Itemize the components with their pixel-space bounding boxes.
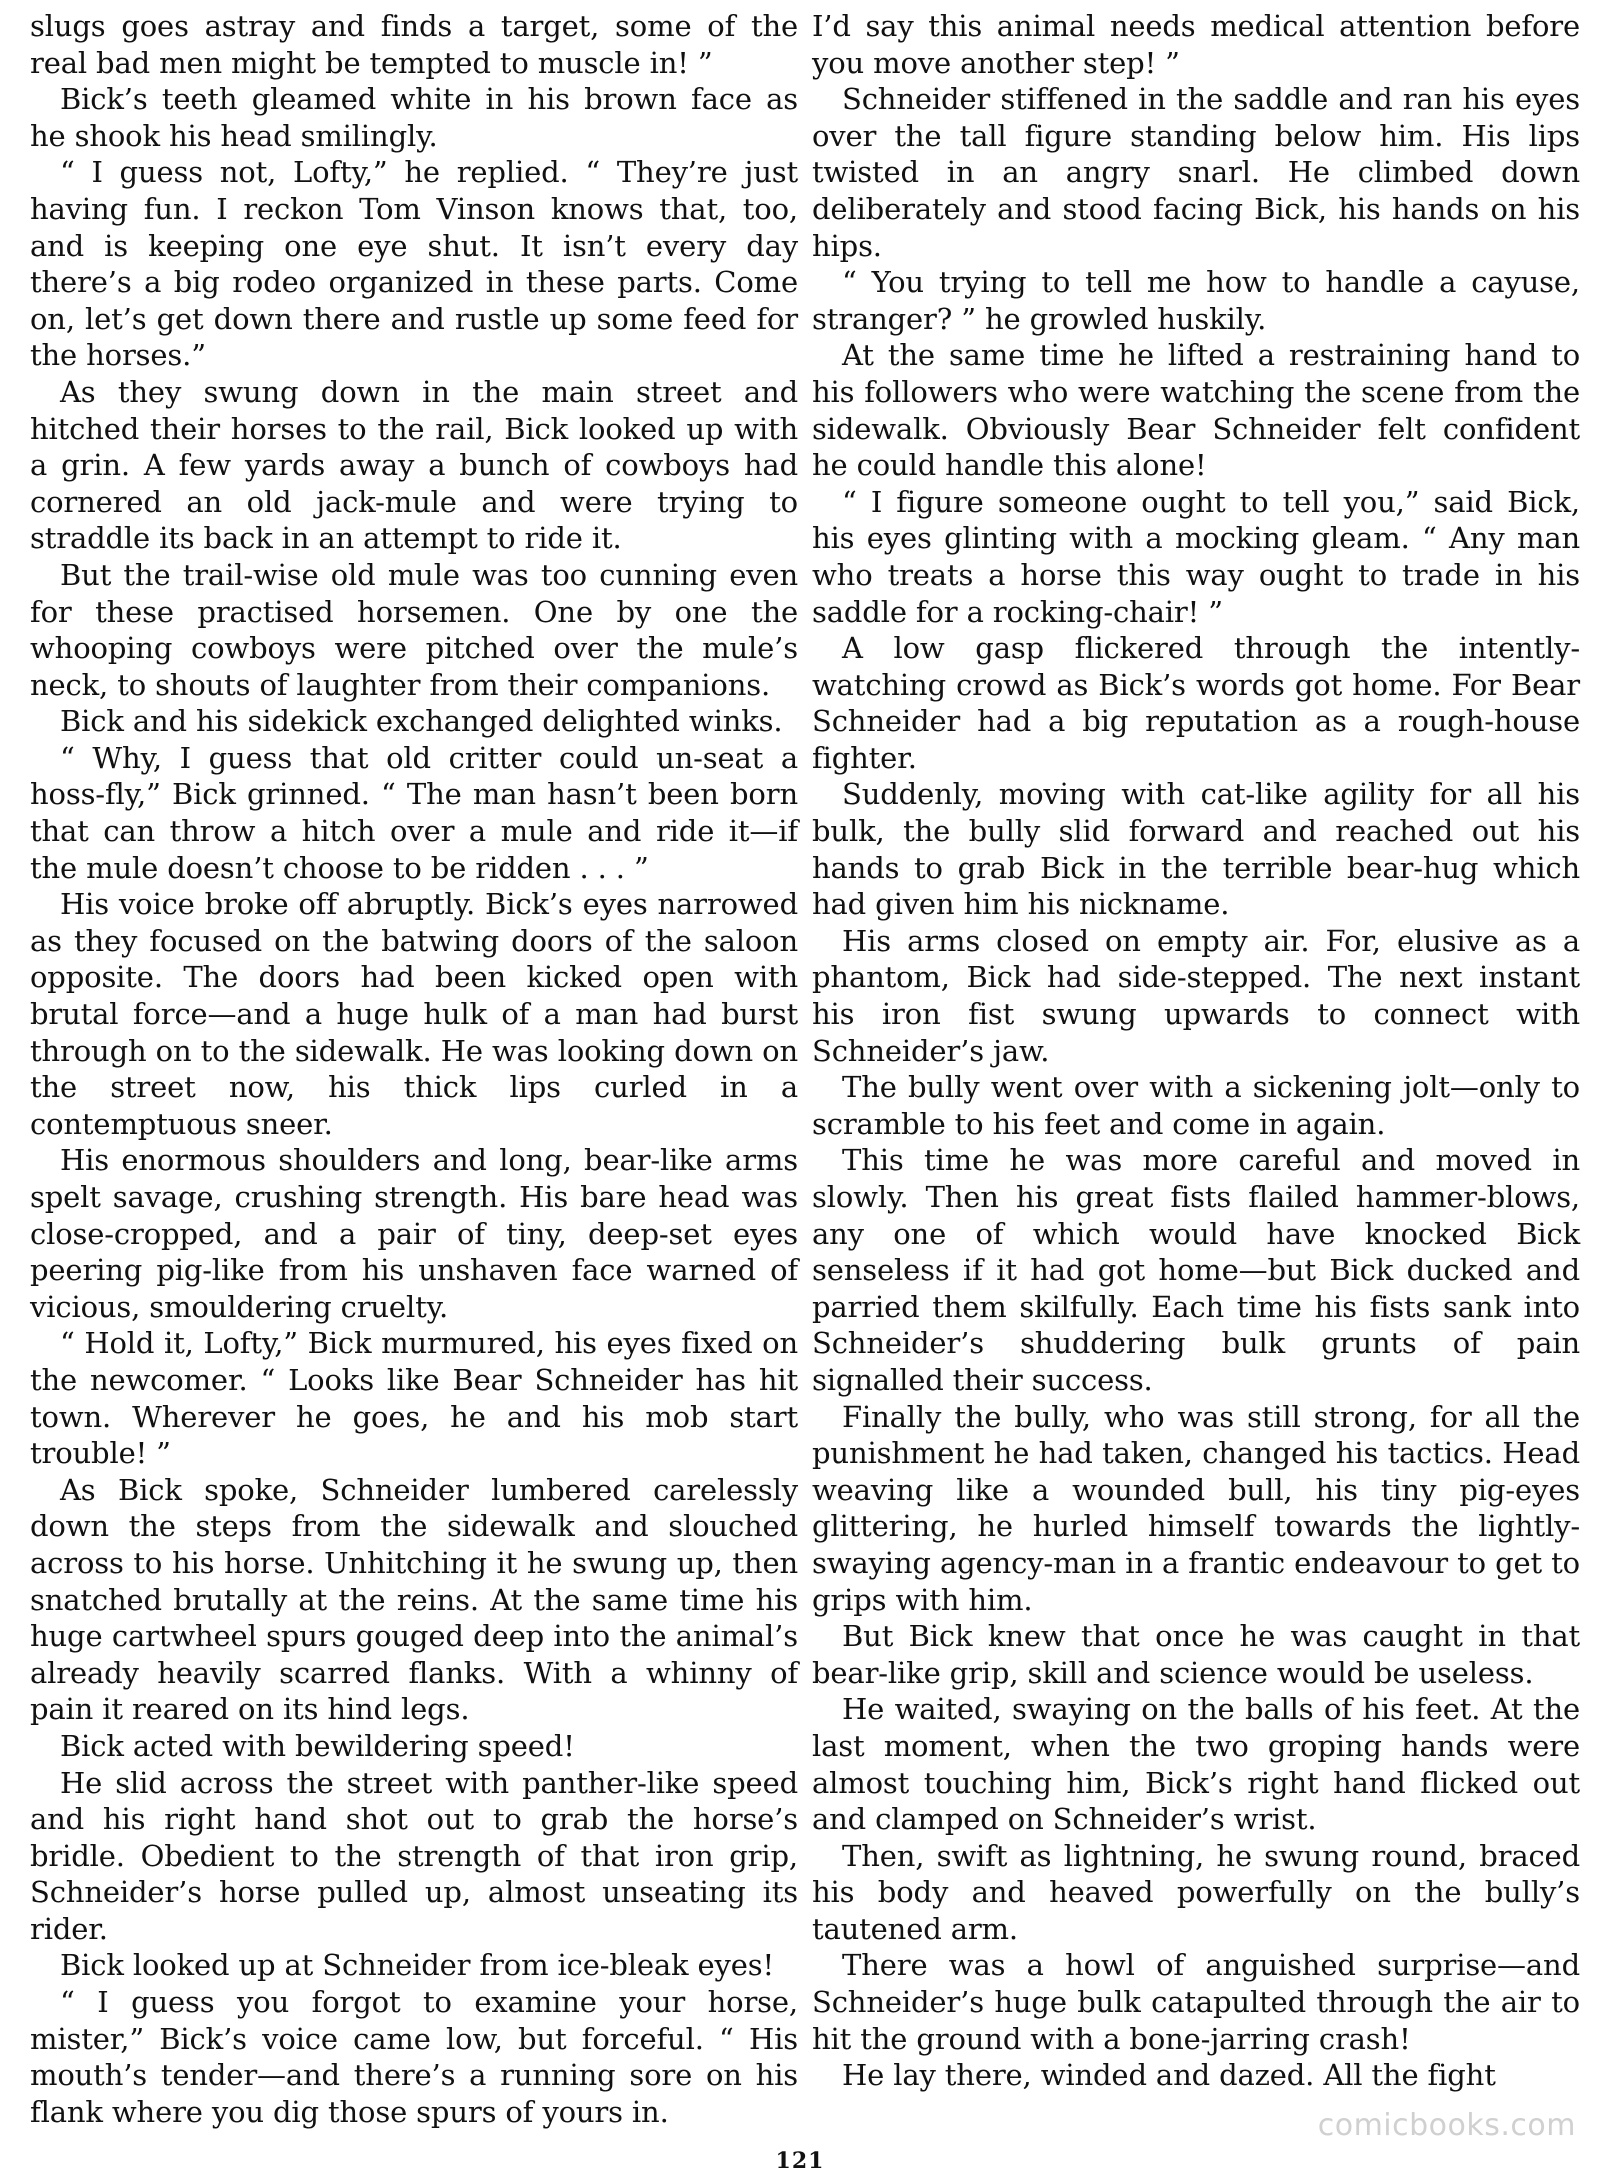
paragraph: Bick looked up at Schneider from ice-bleak eyes! [60,1948,775,1983]
paragraph: As they swung down in the main street and hitched their horses to the rail, Bick looked up with a grin. A few yards away a bunch of cowboys had cornered an old jack-mule and were trying to straddle its back in an attempt to ride it. [30,374,798,556]
paragraph: Finally the bully, who was still strong, for all the punishment he had taken, changed his tactics. Head weaving like a wounded bull, his tiny pig-eyes glittering, he hurled himself towards the lightly-swaying agency-man in a frantic endeavour to get to grips with him. [812,1399,1580,1617]
paragraph: Schneider stiffened in the saddle and ran his eyes over the tall figure standing below him. His lips twisted in an angry snarl. He climbed down deliberately and stood facing Bick, his hands on his hips. [812,82,1580,263]
paragraph: A low gasp flickered through the intently-watching crowd as Bick’s words got home. For Bear Schneider had a big reputation as a rough-house fighter. [812,631,1580,775]
paragraph: He waited, swaying on the balls of his feet. At the last moment, when the two groping hands were almost touching him, Bick’s right hand flicked out and clamped on Schneider’s wrist. [812,1692,1580,1837]
paragraph: Bick’s teeth gleamed white in his brown face as he shook his head smilingly. [30,82,798,153]
paragraph: “ Hold it, Lofty,” Bick murmured, his eyes fixed on the newcomer. “ Looks like Bear Schneider has hit town. Wherever he goes, he and his mob start trouble! ” [30,1326,798,1471]
paragraph: “ I guess not, Lofty,” he replied. “ They’re just having fun. I reckon Tom Vinson knows that, too, and is keeping one eye shut. It isn’t every day there’s a big rodeo organized in these parts. Come on, let’s get down there and rustle up some feed for the horses.” [30,155,798,373]
left-text-column [30,8,798,2130]
paragraph: But the trail-wise old mule was too cunning even for these practised horsemen. One by one the whooping cowboys were pitched over the mule’s neck, to shouts of laughter from their companions. [30,557,798,702]
paragraph: Bick acted with bewildering speed! [60,1728,575,1763]
paragraph: This time he was more careful and moved in slowly. Then his great fists flailed hammer-blows, any one of which would have knocked Bick senseless if it had got home—but Bick ducked and parried them skilfully. Each time his fists sank into Schneider’s shuddering bulk grunts of pain signalled their success. [812,1143,1580,1397]
paragraph: He lay there, winded and dazed. All the fight [842,2058,1496,2093]
watermark: comicbooks.com [1317,2108,1576,2143]
paragraph: There was a howl of anguished surprise—and Schneider’s huge bulk catapulted through the air to hit the ground with a bone-jarring crash! [812,1948,1580,2056]
right-text-column [812,8,1580,2094]
paragraph: “ I guess you forgot to examine your horse, mister,” Bick’s voice came low, but forceful. “ His mouth’s tender—and there’s a running sore on his flank where you dig those spurs of yours in. [30,1985,798,2129]
paragraph: “ You trying to tell me how to handle a cayuse, stranger? ” he growled huskily. [812,265,1580,336]
paragraph: As Bick spoke, Schneider lumbered carelessly down the steps from the sidewalk and slouched across to his horse. Unhitching it he swung up, then snatched brutally at the reins. At the same time his huge cartwheel spurs gouged deep into the animal’s already heavily scarred flanks. With a whinny of pain it reared on its hind legs. [30,1472,798,1727]
paragraph: He slid across the street with panther-like speed and his right hand shot out to grab the horse’s bridle. Obedient to the strength of that iron grip, Schneider’s horse pulled up, almost unseating its rider. [30,1765,798,1946]
paragraph: I’d say this animal needs medical attention before you move another step! ” [812,9,1580,80]
paragraph: His enormous shoulders and long, bear-like arms spelt savage, crushing strength. His bare head was close-cropped, and a pair of tiny, deep-set eyes peering pig-like from his unshaven face warned of vicious, smouldering cruelty. [30,1143,798,1324]
paragraph: “ I figure someone ought to tell you,” said Bick, his eyes glinting with a mocking gleam. “ Any man who treats a horse this way ought to trade in his saddle for a rocking-chair! ” [812,484,1580,629]
paragraph: Bick and his sidekick exchanged delighted winks. [60,704,783,739]
paragraph: Then, swift as lightning, he swung round, braced his body and heaved powerfully on the bully’s tautened arm. [812,1838,1580,1946]
paragraph: His voice broke off abruptly. Bick’s eyes narrowed as they focused on the batwing doors of the saloon opposite. The doors had been kicked open with brutal force—and a huge hulk of a man had burst through on to the sidewalk. He was looking down on the street now, his thick lips curled in a contemptuous sneer. [30,887,798,1141]
paragraph: The bully went over with a sickening jolt—only to scramble to his feet and come in again. [812,1070,1580,1141]
paragraph: His arms closed on empty air. For, elusive as a phantom, Bick had side-stepped. The next instant his iron fist swung upwards to connect with Schneider’s jaw. [812,923,1580,1068]
page-number: 121 [775,2148,825,2174]
paragraph: At the same time he lifted a restraining hand to his followers who were watching the scene from the sidewalk. Obviously Bear Schneider felt confident he could handle this alone! [812,338,1580,483]
paragraph: “ Why, I guess that old critter could un-seat a hoss-fly,” Bick grinned. “ The man hasn’t been born that can throw a hitch over a mule and ride it—if the mule doesn’t choose to be ridden . . . ” [30,740,798,885]
paragraph: slugs goes astray and finds a target, some of the real bad men might be tempted to muscle in! ” [30,9,798,80]
paragraph: But Bick knew that once he was caught in that bear-like grip, skill and science would be useless. [812,1619,1580,1690]
paragraph: Suddenly, moving with cat-like agility for all his bulk, the bully slid forward and reached out his hands to grab Bick in the terrible bear-hug which had given him his nickname. [812,777,1580,922]
